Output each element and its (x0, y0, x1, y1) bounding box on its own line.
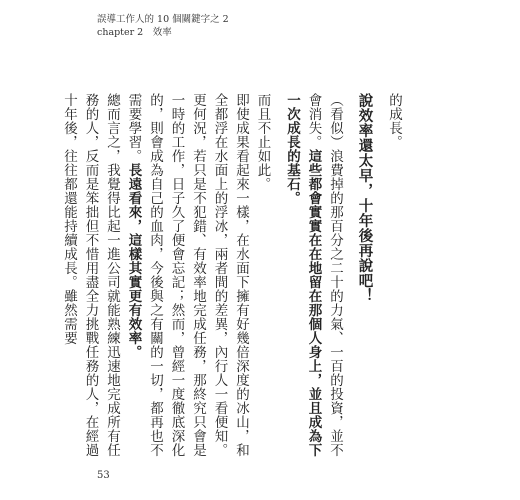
paragraph-1 (281, 93, 346, 458)
paragraph-4-text: 更何況，若只是不犯錯、有效率地完成任務，那終究只會是一時的工作，日子久了便會忘記；然而，曾經一度徹底深化的，則會成為自己的血肉，今後與之有關的一切，都再也不需要學習。 (125, 93, 206, 457)
paragraph-5: 總而言之，我覺得比起一進公司就能熟練迅速地完成所有任務的人，反而是笨拙但不惜用盡全力挑戰任務的人，在經過十年後，往往都還能持續成長。雖然需要 (61, 93, 120, 457)
paragraph-1-emphasis: 這些都會實實在在地留在那個人身上，並且成為下一次成長的基石。 (284, 93, 322, 457)
paragraph-continuation: 的成長。 (386, 93, 402, 149)
running-header (97, 13, 229, 39)
paragraph-1-text: （看似）浪費掉的那百分之二十的力氣、一百的投資，並不會消失。 (305, 93, 343, 457)
header-chapter: chapter 2 效率 (97, 27, 172, 38)
paragraph-4 (122, 93, 208, 458)
paragraph-4-emphasis: 長遠看來，這樣其實更有效率。 (125, 163, 142, 359)
vertical-body-text (61, 93, 404, 458)
page-number: 53 (97, 470, 110, 481)
paragraph-3: 即使成果看起來一樣，在水面下擁有好幾倍深度的冰山，和全都浮在水面上的浮冰，兩者間的差異，內行人一看便知。 (211, 93, 249, 457)
section-heading: 說效率還太早，十年後再說吧！ (356, 93, 373, 303)
header-book-title: 誤導工作人的 10 個關鍵字之 2 (97, 14, 229, 25)
paragraph-2: 而且不止如此。 (254, 93, 271, 191)
